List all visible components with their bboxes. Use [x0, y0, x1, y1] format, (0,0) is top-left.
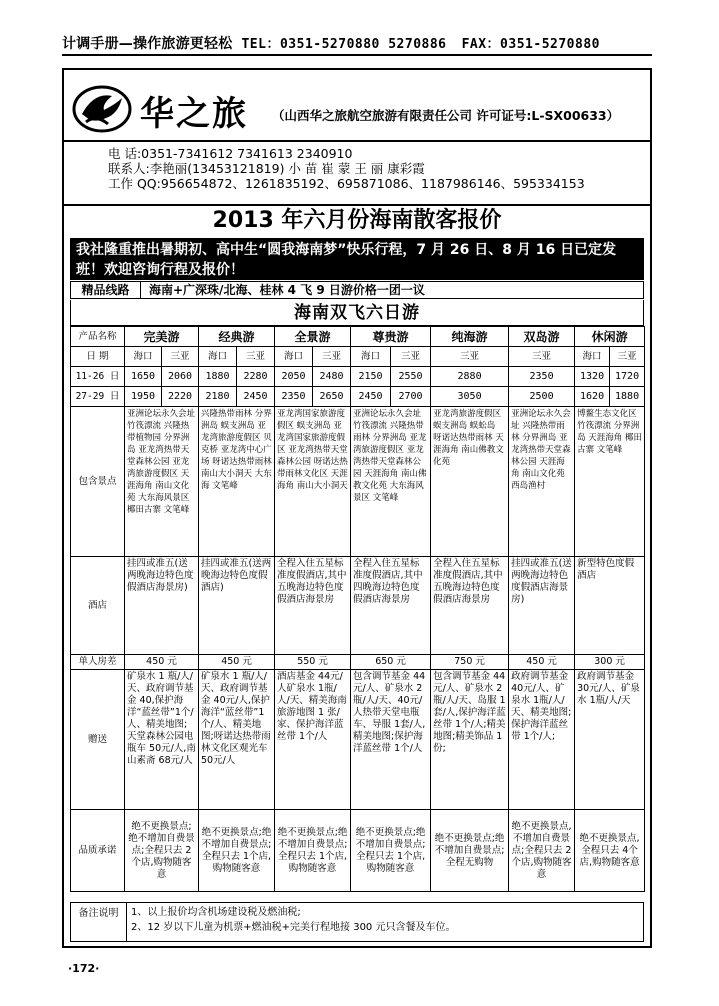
price-cell: 2550	[391, 367, 431, 387]
single-cell: 300 元	[575, 655, 645, 670]
city-row	[71, 347, 645, 367]
spots-cell: 兴隆热带雨林 分界洲岛 蜈支洲岛 亚龙湾旅游度假区 贝克桥 亚龙湾中心广场 呀诺达热带雨林 南山大小洞天 大东海 文笔峰	[199, 407, 275, 557]
notes-line: 1、以上报价均含机场建设税及燃油税;	[131, 907, 301, 918]
city-sanya: 三亚	[313, 347, 351, 367]
notes-block	[70, 902, 644, 942]
page-title: 2013 年六月份海南散客报价	[64, 204, 650, 234]
price-row-date: 27-29 日	[71, 387, 125, 407]
phone-line: 电 话:0351-7341612 7341613 2340910	[108, 146, 353, 161]
product-name: 完美游	[125, 327, 199, 347]
single-cell: 750 元	[431, 655, 509, 670]
promise-cell: 绝不更换景点,全程只去 4个店,购物随客意	[575, 810, 645, 892]
gift-row	[71, 670, 645, 810]
logo-area	[64, 70, 650, 142]
featured-line	[70, 281, 644, 299]
single-cell: 450 元	[509, 655, 575, 670]
spots-cell: 亚龙湾国家旅游度假区 蜈支洲岛 亚龙湾国家旅游度假区 亚龙湾热带天堂森林公园 呀诺达热带雨林文化区 天涯海角 南山大小洞天	[275, 407, 351, 557]
price-cell: 2880	[431, 367, 509, 387]
section-title: 海南双飞六日游	[70, 300, 644, 326]
gift-cell: 酒店基金 44元/人矿泉水 1瓶/人/天、精美海南旅游地图 1 张/家、保护海洋蓝丝带 1个/人	[275, 670, 351, 810]
featured-line-value: 海南+广深珠/北海、桂林 4 飞 9 日游价格一团一议	[149, 283, 425, 297]
product-name: 尊贵游	[351, 327, 431, 347]
header-fax: FAX：0351-5270880	[461, 37, 600, 52]
promise-row-label: 品质承诺	[71, 810, 125, 892]
promise-cell: 绝不更换景点;绝不增加自费景点;全程无购物	[431, 810, 509, 892]
price-cell: 2180	[199, 387, 237, 407]
price-cell: 2450	[237, 387, 275, 407]
page-number: ·172·	[68, 962, 100, 975]
price-row-date: 11-26 日	[71, 367, 125, 387]
header-slogan: 计调手册—操作旅游更轻松	[62, 36, 233, 52]
hotel-cell: 挂四或准五(送两晚海边特色度假酒店海景房)	[509, 557, 575, 655]
city-haikou: 海口	[275, 347, 313, 367]
price-cell: 1650	[125, 367, 162, 387]
single-row-label: 单人房差	[71, 655, 125, 670]
city-sanya: 三亚	[391, 347, 431, 367]
company-full-name: （山西华之旅航空旅游有限责任公司 许可证号:L-SX00633）	[272, 108, 620, 123]
single-cell: 450 元	[199, 655, 275, 670]
price-table	[70, 326, 645, 892]
single-cell: 550 元	[275, 655, 351, 670]
price-cell: 2150	[351, 367, 391, 387]
price-row	[71, 387, 645, 407]
notes-text	[131, 905, 455, 935]
gift-cell: 政府调节基金 40元/人、矿泉水 1瓶/人/天、精美地图;保护海洋蓝丝带 1个/人;	[509, 670, 575, 810]
city-sanya: 三亚	[431, 347, 509, 367]
promise-cell: 绝不更换景点;绝不增加自费景点;全程只去 1个店,购物随客意	[351, 810, 431, 892]
header-tel: TEL：0351-5270880 5270886	[241, 37, 447, 52]
featured-line-label: 精品线路	[71, 282, 141, 298]
price-cell: 1950	[125, 387, 162, 407]
city-sanya: 三亚	[237, 347, 275, 367]
price-cell: 2650	[313, 387, 351, 407]
promise-cell: 绝不更换景点;绝不增加自费景点;全程只去 2个店,购物随客意	[125, 810, 199, 892]
price-row	[71, 367, 645, 387]
hotel-cell: 全程入住五星标准度假酒店,其中五晚海边特色度假酒店海景房	[275, 557, 351, 655]
gift-cell: 包含调节基金 44元/人、矿泉水 2瓶/人/天、岛服 1套/人,保护海洋蓝丝带 1个/人;精美地图;精美饰品 1份;	[431, 670, 509, 810]
gift-cell: 政府调节基金 30元/人、矿泉水 1瓶/人/天	[575, 670, 645, 810]
promise-row	[71, 810, 645, 892]
gift-cell: 矿泉水 1 瓶/人/天、政府调节基金 40,保护海洋“蓝丝带”1个/人、精美地图;天堂森林公园电瓶车 50元/人,南山素斋 68元/人	[125, 670, 199, 810]
price-cell: 1720	[610, 367, 645, 387]
notes-label: 备注说明	[71, 903, 127, 941]
promise-cell: 绝不更换景点;绝不增加自费景点;全程只去 1个店,购物随客意	[275, 810, 351, 892]
spots-row-label: 包含景点	[71, 407, 125, 557]
hotel-cell: 新型特色度假酒店	[575, 557, 645, 655]
promo-notice: 我社隆重推出暑期初、高中生“圆我海南梦”快乐行程，7 月 26 日、8 月 16 日已定发班！欢迎咨询行程及报价！	[70, 238, 644, 280]
city-sanya: 三亚	[162, 347, 199, 367]
hotel-row	[71, 557, 645, 655]
hotel-row-label: 酒店	[71, 557, 125, 655]
price-cell: 1880	[610, 387, 645, 407]
city-haikou: 海口	[125, 347, 162, 367]
city-haikou: 海口	[351, 347, 391, 367]
product-name: 休闲游	[575, 327, 645, 347]
gift-row-label: 赠送	[71, 670, 125, 810]
spots-cell: 亚洲论坛永久会址 兴隆热带雨林 分界洲岛 亚龙湾热带天堂森林公园 天涯海角 南山文化苑 西岛渔村	[509, 407, 575, 557]
notes-line: 2、12 岁以下儿童为机票+燃油税+完美行程地接 300 元只含餐及车位。	[131, 922, 456, 933]
hotel-cell: 全程入住五星标准度假酒店,其中四晚海边特色度假酒店海景房	[351, 557, 431, 655]
promise-cell: 绝不更换景点;绝不增加自费景点;全程只去 1个店,购物随客意	[199, 810, 275, 892]
price-cell: 2220	[162, 387, 199, 407]
spots-cell: 亚洲论坛永久会址 竹筏漂流 兴隆热带植物园 分界洲岛 亚龙湾热带天堂森林公园 亚龙湾旅游度假区 天涯海角 南山文化苑 大东海风景区 椰田古寨 文笔峰	[125, 407, 199, 557]
city-haikou: 海口	[575, 347, 610, 367]
hotel-cell: 全程入住五星标准度假酒店,其中五晚海边特色度假酒店海景房	[431, 557, 509, 655]
contacts-line: 联系人:李艳丽(13453121819) 小 苗 崔 蒙 王 丽 康彩霞	[108, 161, 425, 176]
price-cell: 2350	[509, 367, 575, 387]
city-haikou: 海口	[199, 347, 237, 367]
spots-cell: 博鳌生态文化区 竹筏漂流 分界洲岛 天涯海角 椰田古寨 文笔峰	[575, 407, 645, 557]
price-cell: 1320	[575, 367, 610, 387]
product-name: 双岛游	[509, 327, 575, 347]
product-row	[71, 327, 645, 347]
contact-block	[64, 144, 650, 202]
spots-cell: 亚洲论坛永久会址 竹筏漂流 兴隆热带雨林 分界洲岛 亚龙湾旅游度假区 亚龙湾热带天堂森林公园 天涯海角 南山佛教文化苑 大东海风景区 文笔峰	[351, 407, 431, 557]
hotel-cell: 挂四或准五(送两晚海边特色度假酒店海景房)	[125, 557, 199, 655]
city-sanya: 三亚	[509, 347, 575, 367]
promise-cell: 绝不更换景点,不增加自费景点;全程只去 2个店,购物随客意	[509, 810, 575, 892]
date-row-label: 日 期	[71, 347, 125, 367]
price-cell: 2350	[275, 387, 313, 407]
qq-line: 工作 QQ:956654872、1261835192、695871086、1187986146、595334153	[108, 176, 585, 191]
price-cell: 2280	[237, 367, 275, 387]
single-cell: 450 元	[125, 655, 199, 670]
header-bar	[62, 34, 652, 56]
product-name: 纯海游	[431, 327, 509, 347]
price-cell: 1880	[199, 367, 237, 387]
price-cell: 2050	[275, 367, 313, 387]
gift-cell: 包含调节基金 44元/人、矿泉水 2瓶/人/天、40元/人热带天堂电瓶车、导服 1套/人,精美地图;保护海洋蓝丝带 1个/人	[351, 670, 431, 810]
company-brand: 华之旅	[140, 94, 248, 134]
single-supplement-row	[71, 655, 645, 670]
price-cell: 2480	[313, 367, 351, 387]
price-cell: 2060	[162, 367, 199, 387]
spots-cell: 亚龙湾旅游度假区 蜈支洲岛 蜈蚣岛 呀诺达热带雨林 天涯海角 南山佛教文化苑	[431, 407, 509, 557]
spots-row	[71, 407, 645, 557]
hotel-cell: 挂四或准五(送两晚海边特色度假酒店)	[199, 557, 275, 655]
company-logo-icon	[72, 84, 132, 134]
flyer-frame	[62, 68, 652, 948]
price-cell: 1620	[575, 387, 610, 407]
product-name: 经典游	[199, 327, 275, 347]
gift-cell: 矿泉水 1 瓶/人/天、政府调节基金 40元/人,保护海洋“蓝丝带”1个/人、精美地图;呀诺达热带雨林文化区观光车 50元/人	[199, 670, 275, 810]
price-cell: 2700	[391, 387, 431, 407]
single-cell: 650 元	[351, 655, 431, 670]
price-cell: 2450	[351, 387, 391, 407]
price-cell: 3050	[431, 387, 509, 407]
product-row-label: 产品名称	[71, 327, 125, 347]
city-sanya: 三亚	[610, 347, 645, 367]
price-cell: 2500	[509, 387, 575, 407]
product-name: 全景游	[275, 327, 351, 347]
